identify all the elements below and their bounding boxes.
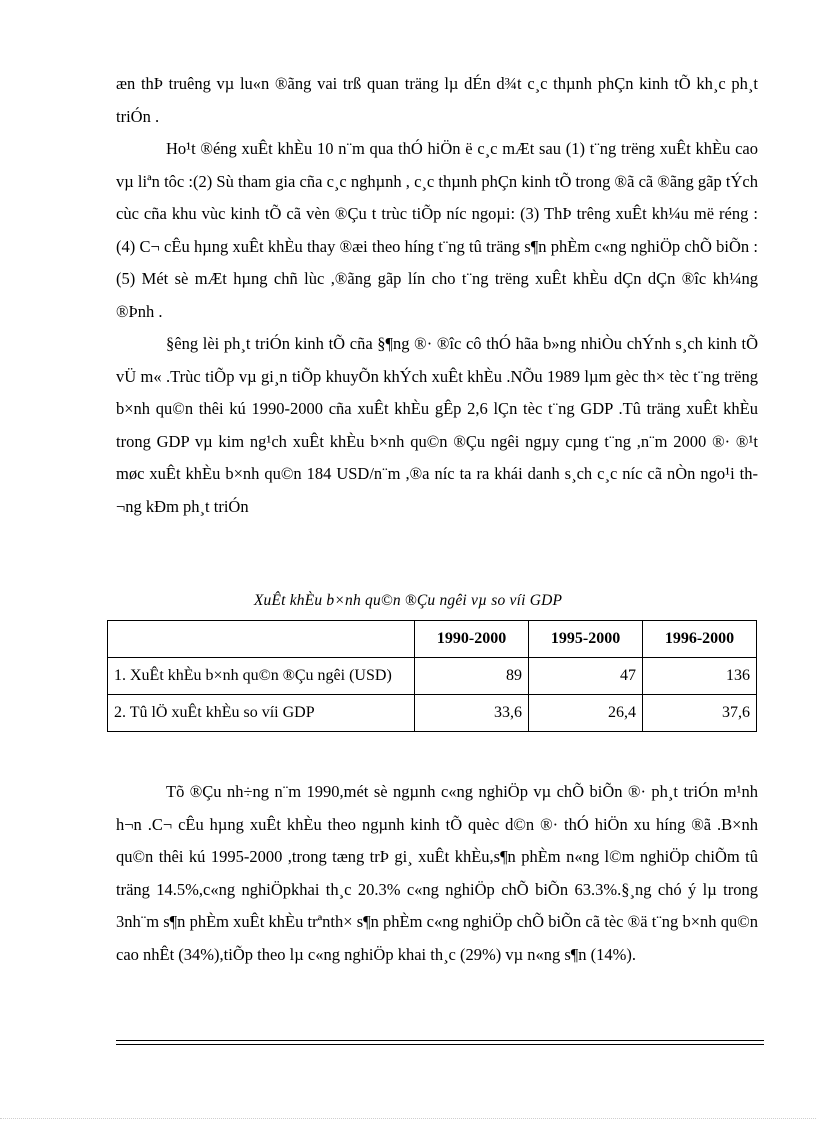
footer-rule-bottom xyxy=(116,1044,764,1045)
table-cell: 33,6 xyxy=(415,695,529,732)
table-cell: 89 xyxy=(415,658,529,695)
table-row xyxy=(108,658,757,695)
table-caption: XuÊt khÈu b×nh qu©n ®Çu ngêi vµ so víi GDP xyxy=(253,592,563,609)
table-cell: 37,6 xyxy=(643,695,757,732)
table-cell: 26,4 xyxy=(529,695,643,732)
table-cell: 47 xyxy=(529,658,643,695)
paragraph-industry-structure: Tõ ®Çu nh÷ng n¨m 1990,mét sè ngµnh c«ng nghiÖp vµ chÕ biÕn ®· ph¸t triÓn m¹nh h¬n .C¬ cÊu hµng xuÊt khÈu theo ngµnh kinh tÕ quèc d©n ®· thÓ hiÖn xu híng ®ã .B×nh qu©n thêi kú 1995-2000 ,trong tæng trÞ gi¸ xuÊt khÈu,s¶n phÈm n«ng l©m nghiÖp chiÕm tû träng 14.5%,c«ng nghiÖpkhai th¸c 20.3% c«ng nghiÖp chÕ biÕn 63.3%.§¸ng chó ý lµ trong 3nh¨m s¶n phÈm xuÊt khÈu trªnth× s¶n phÈm c«ng nghiÖp chÕ biÕn cã tèc ®ä t¨ng b×nh qu©n cao nhÊt (34%),tiÕp theo lµ c«ng nghiÖp khai th¸c (29%) vµ n«ng s¶n (14%). xyxy=(116,782,758,964)
table-header-cell: 1996-2000 xyxy=(643,621,757,658)
text-block-top xyxy=(116,68,758,523)
table-header-cell: 1990-2000 xyxy=(415,621,529,658)
export-per-capita-table xyxy=(107,620,757,732)
text-block-bottom xyxy=(116,776,758,971)
table-cell: 136 xyxy=(643,658,757,695)
paragraph-export-activities: Ho¹t ®éng xuÊt khÈu 10 n¨m qua thÓ hiÖn ë c¸c mÆt sau (1) t¨ng trëng xuÊt khÈu cao vµ liªn tôc :(2) Sù tham gia cña c¸c nghµnh , c¸c thµnh phÇn kinh tÕ trong ®ã cã ®ãng gãp tÝch cùc cña khu vùc kinh tÕ cã vèn ®Çu t trùc tiÕp níc ngoµi: (3) ThÞ trêng xuÊt kh¼u më réng :(4) C¬ cÊu hµng xuÊt khÈu thay ®æi theo híng t¨ng tû träng s¶n phÈm c«ng nghiÖp chÕ biÕn :(5) Mét sè mÆt hµng chñ lùc ,®ãng gãp lín cho t¨ng trëng xuÊt khÈu dÇn dÇn ®îc kh¼ng ®Þnh . xyxy=(116,139,758,321)
table-header-cell: 1995-2000 xyxy=(529,621,643,658)
table-row-label: 1. XuÊt khÈu b×nh qu©n ®Çu ngêi (USD) xyxy=(108,658,415,695)
paragraph-economic-policy: §êng lèi ph¸t triÓn kinh tÕ cña §¶ng ®· ®îc cô thÓ hãa b»ng nhiÒu chÝnh s¸ch kinh tÕ vÜ m« .Trùc tiÕp vµ gi¸n tiÕp khuyÕn khÝch xuÊt khÈu .NÕu 1989 lµm gèc th× tèc t¨ng trëng b×nh qu©n thêi kú 1990-2000 cña xuÊt khÈu gÊp 2,6 lÇn tèc t¨ng GDP .Tû träng xuÊt khÈu trong GDP vµ kim ng¹ch xuÊt khÈu b×nh qu©n ®Çu ngêi ngµy cµng t¨ng ,n¨m 2000 ®· ®¹t møc xuÊt khÈu b×nh qu©n 184 USD/n¨m ,®a níc ta ra khái danh s¸ch c¸c níc cã nÒn ngo¹i th¬ng kÐm ph¸t triÓn xyxy=(116,334,758,516)
page-edge-dotted xyxy=(0,1118,816,1119)
table-header-row xyxy=(108,621,757,658)
footer-rule-top xyxy=(116,1040,764,1041)
table-header-cell xyxy=(108,621,415,658)
table-row xyxy=(108,695,757,732)
table-row-label: 2. Tû lÖ xuÊt khÈu so víi GDP xyxy=(108,695,415,732)
paragraph-continuation: æn thÞ truêng vµ lu«n ®ãng vai trß quan träng lµ dÉn d¾t c¸c thµnh phÇn kinh tÕ kh¸c ph¸t triÓn . xyxy=(116,74,758,126)
